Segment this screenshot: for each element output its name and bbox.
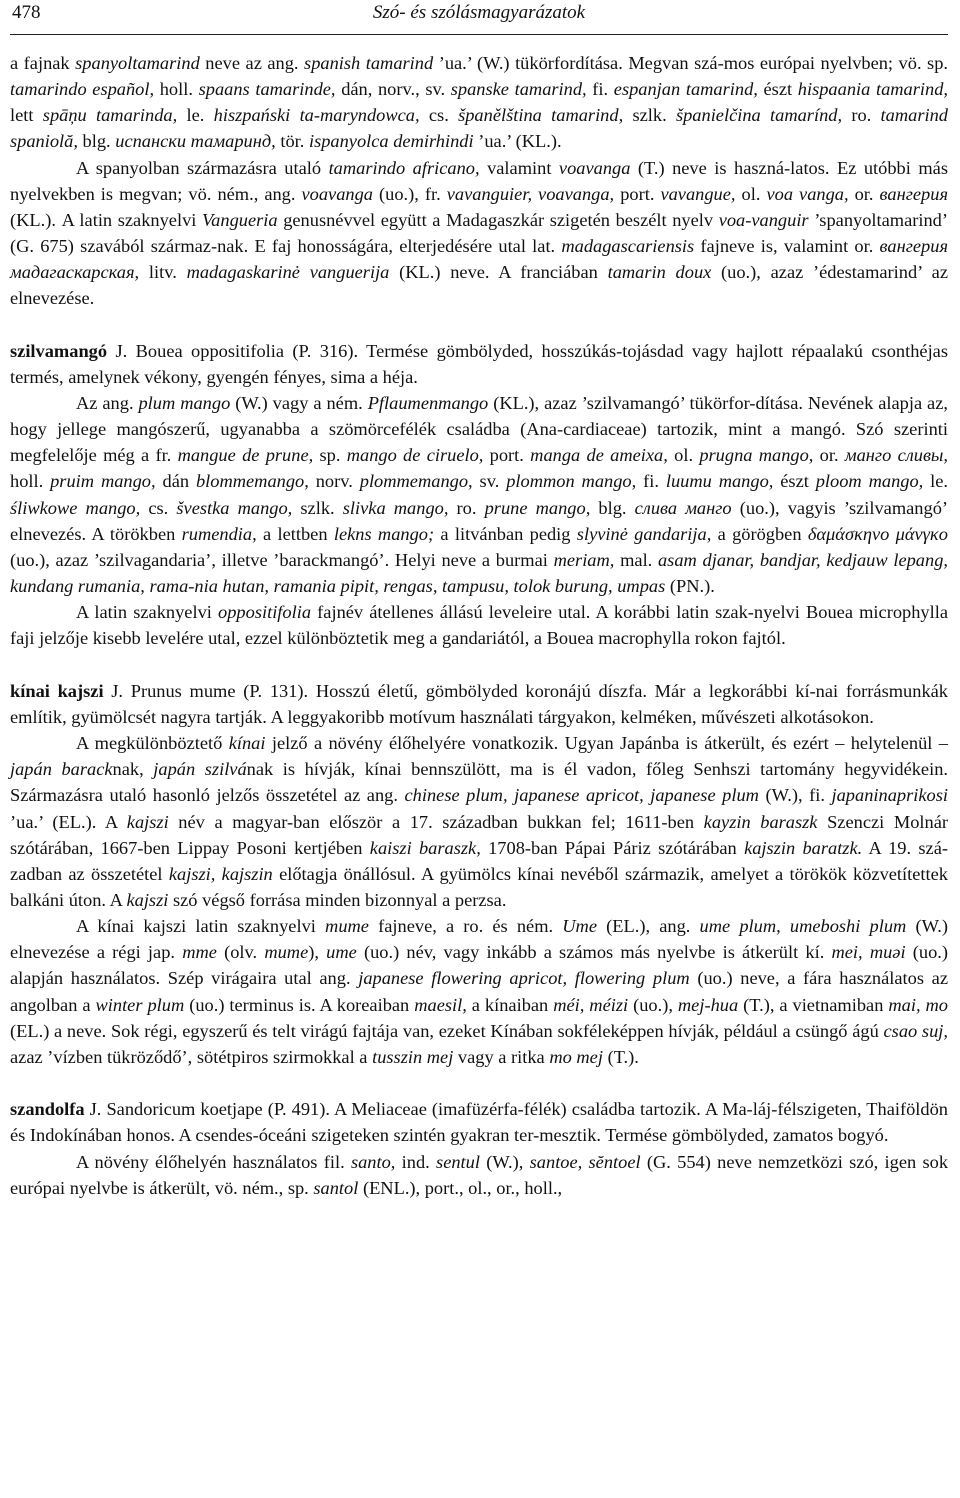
text-run: (ENL.), port., ol., or., holl.,: [358, 1177, 563, 1198]
text-run: A növény élőhelyén használatos fil.: [76, 1151, 351, 1172]
text-run: (KL.), azaz ’szilvamangó’ tükörfor-dítása. Nevének alapja az, hogy jellege mangószerű, ugyanabba a szömörcefélék családba (Ana-cardiaceae) tartozik, mint a mangó. Szó szerinti megfelelője még a fr.: [10, 393, 948, 466]
headword: kínai kajszi: [10, 680, 104, 701]
entry-separator: [10, 312, 948, 338]
italic-term: kínai: [228, 733, 266, 754]
text-run: tör.: [275, 131, 309, 152]
italic-term: maesil,: [414, 994, 467, 1015]
italic-term: voavanga: [558, 157, 631, 178]
paragraph-p7: [10, 730, 948, 913]
text-run: A spanyolban származásra utaló: [76, 157, 329, 178]
text-run: holl.: [154, 79, 199, 100]
text-run: (uo.), fr.: [373, 183, 447, 204]
text-run: ’ua.’ (KL.).: [473, 131, 562, 152]
text-run: ind.: [395, 1151, 437, 1172]
text-run: (T.) neve is haszná-latos. Ez utóbbi más nyelvekben is megvan; vö. ném., ang.: [10, 157, 948, 204]
italic-term: japanese flowering apricot, flowering plum: [358, 968, 690, 989]
text-run: genusnévvel együtt a Madagaszkár szigetén beszélt nyelv: [277, 209, 719, 230]
italic-term: méi, méizi: [553, 994, 629, 1015]
italic-term: слива манго: [634, 497, 732, 518]
text-run: a görögben: [711, 523, 808, 544]
text-run: (uo.), azaz ’édestamarind’ az elnevezése.: [10, 262, 948, 309]
text-run: le.: [177, 105, 214, 126]
italic-term: oppositifolia: [218, 602, 312, 623]
text-run: holl.: [10, 471, 51, 492]
headword: szilvamangó: [10, 340, 108, 361]
italic-term: kajszi: [126, 811, 169, 832]
italic-term: španielčina tamarínd,: [675, 105, 843, 126]
text-run: nak is hívják, kínai bennszülött, ma is él vadon, főleg Senhszi tartomány hegyvidékein. Származásra utaló hasonló jelzős összetétel az ang.: [10, 759, 948, 806]
text-run: (uo.),: [628, 994, 678, 1015]
italic-term: kajszin baratzk.: [744, 837, 863, 858]
page-header: [12, 2, 946, 32]
text-run: (W.) elnevezése a régi jap.: [10, 916, 948, 963]
italic-term: ume: [326, 942, 357, 963]
text-run: dán, norv., sv.: [335, 79, 451, 100]
italic-term: mume: [264, 942, 309, 963]
paragraph-p9: [10, 1096, 948, 1148]
italic-term: spanyoltamarind: [75, 53, 200, 73]
text-run: ol.: [667, 445, 700, 466]
italic-term: sentul: [436, 1151, 480, 1172]
italic-term: chinese plum, japanese apricot, japanese plum: [404, 785, 759, 806]
text-run: blg.: [77, 131, 116, 152]
italic-term: prugna mango,: [699, 445, 814, 466]
text-run: (uo.) terminus is. A koreaiban: [184, 994, 415, 1015]
text-run: a lettben: [256, 523, 334, 544]
italic-term: slivka mango,: [342, 497, 449, 518]
italic-term: asam djanar, bandjar, kedjauw lepang, kundang rumania, rama-nia hutan, ramania pipit, rengas, tampusu, tolok burung, umpas: [10, 549, 948, 597]
text-run: (KL.). A latin szaknyelvi: [10, 209, 202, 230]
text-run: litv.: [139, 262, 187, 283]
paragraph-p10: [10, 1149, 948, 1201]
text-run: A megkülönböztető: [76, 733, 229, 754]
text-run: (T.).: [602, 1046, 639, 1067]
italic-term: mume: [325, 916, 369, 937]
text-run: (uo.) neve, a fára használatos az angolban a: [10, 968, 948, 1015]
italic-term: mai, mo: [888, 994, 948, 1015]
text-run: név a magyar-ban először a 17. században bukkan fel; 1611-ben: [168, 811, 704, 832]
entry-separator: [10, 652, 948, 678]
text-run: ’ua.’ (W.) tükörfordítása. Megvan szá-mos európai nyelvben; vö. sp.: [433, 53, 948, 73]
text-run: (uo.) név, vagy inkább a számos más nyelvbe is átkerült kí.: [356, 942, 832, 963]
text-run: dán: [155, 471, 196, 492]
text-run: (EL.), ang.: [597, 916, 700, 937]
italic-term: španělština tamarind,: [458, 105, 624, 126]
text-run: lett: [10, 105, 43, 126]
italic-term: spanish tamarind: [304, 53, 434, 73]
text-run: (W.) vagy a ném.: [230, 393, 368, 414]
italic-term: tamarindo español,: [10, 79, 155, 100]
text-run: szlk.: [292, 497, 343, 518]
italic-term: plommemango,: [359, 471, 473, 492]
italic-term: slyvinė gandarija,: [576, 523, 712, 544]
entry-separator: [10, 1070, 948, 1096]
text-run: (T.), a vietnamiban: [738, 994, 889, 1015]
text-run: A kínai kajszi latin szaknyelvi: [76, 916, 326, 937]
italic-term: voa vanga,: [766, 183, 849, 204]
text-run: fajneve, a ro. és ném.: [368, 916, 563, 937]
text-run: szlk.: [623, 105, 676, 126]
text-run: ro.: [448, 497, 485, 518]
text-run: le.: [923, 471, 949, 492]
italic-term: tamarin doux: [607, 262, 712, 283]
italic-term: plommon mango,: [506, 471, 637, 492]
text-run: a fajnak: [10, 53, 76, 73]
text-run: (KL.) neve. A franciában: [389, 262, 608, 283]
italic-term: vavangue,: [660, 183, 736, 204]
text-run: (uo.) alapján használatos. Szép virágaira utal ang.: [10, 942, 948, 989]
italic-term: mei, muəi: [831, 942, 906, 963]
italic-term: tamarindo africano,: [328, 157, 480, 178]
italic-term: spanske tamarind,: [450, 79, 587, 100]
text-run: cs.: [140, 497, 177, 518]
italic-term: meriam,: [553, 549, 615, 570]
running-title: Szó- és szólásmagyarázatok: [372, 2, 586, 23]
text-run: J. Bouea oppositifolia (P. 316). Termése gömbölyded, hosszúkás-tojásdad vagy hajlott répaalakú csonthéjas termés, amelynek vékony, gyengén fényes, sima a héja.: [10, 340, 948, 387]
text-run: vagy a ritka: [453, 1046, 550, 1067]
text-run: fajnév átellenes állású leveleire utal. A korábbi latin szak-nyelvi Bouea microphylla faji jelzője kisebb levelére utal, ezzel különböztetik meg a gandariától, a Bouea macrophylla rokon fajtól.: [10, 602, 948, 649]
italic-term: plum mango: [138, 393, 231, 414]
paragraph-p5: [10, 599, 948, 651]
italic-term: tusszin mej: [372, 1046, 454, 1067]
text-run: észt: [773, 471, 816, 492]
text-run: A 19. szá-zadban az összetétel: [10, 837, 948, 884]
text-run: or.: [813, 445, 845, 466]
text-run: ’ua.’ (EL.). A: [10, 811, 127, 832]
page-number: 478: [12, 2, 41, 23]
header-rule: [10, 34, 948, 35]
italic-term: blommemango,: [195, 471, 309, 492]
italic-term: pruim mango,: [50, 471, 156, 492]
text-run: sv.: [472, 471, 507, 492]
italic-term: hispaania tamarind,: [797, 79, 948, 100]
text-run: (W.),: [479, 1151, 530, 1172]
text-run: Az ang.: [76, 393, 139, 414]
paragraph-p6: [10, 678, 948, 730]
italic-term: mej-hua: [677, 994, 739, 1015]
italic-term: japán barack: [10, 759, 113, 780]
text-run: Szenczi Molnár szótárában, 1667-ben Lippay Posoni kertjében: [10, 811, 948, 858]
text-run: a litvánban pedig: [434, 523, 577, 544]
text-run: fi.: [636, 471, 666, 492]
italic-term: kajszi: [126, 889, 169, 910]
text-run: jelző a növény élőhelyére vonatkozik. Ugyan Japánba is átkerült, és ezért – helytelenül –: [265, 733, 948, 754]
text-run: nak,: [112, 759, 154, 780]
text-run: cs.: [419, 105, 459, 126]
italic-term: вангерия мадагаскарская,: [10, 236, 948, 283]
italic-term: mangue de prune,: [177, 445, 314, 466]
body-text: [10, 50, 948, 1201]
italic-term: lekns mango;: [333, 523, 435, 544]
italic-term: prune mango,: [484, 497, 591, 518]
headword: szandolfa: [10, 1099, 85, 1120]
italic-term: ume plum, umeboshi plum: [699, 916, 907, 937]
text-run: a kínaiban: [466, 994, 554, 1015]
italic-term: csao suj,: [883, 1020, 948, 1041]
paragraph-p8: [10, 913, 948, 1070]
text-run: (G. 554) neve nemzetközi szó, igen sok európai nyelvbe is átkerült, vö. ném., sp.: [10, 1151, 949, 1198]
italic-term: winter plum: [95, 994, 185, 1015]
italic-term: espanjan tamarind,: [613, 79, 758, 100]
text-run: fajneve is, valamint or.: [694, 236, 880, 257]
paragraph-p3: [10, 338, 948, 390]
italic-term: mme: [182, 942, 217, 963]
italic-term: rumendia,: [181, 523, 257, 544]
text-run: előtagja önállósul. A gyümölcs kínai nevéből származik, amelyet a törökök közvetítettek balkáni úton. A: [10, 863, 948, 910]
italic-term: śliwkowe mango,: [10, 497, 141, 518]
italic-term: luumu mango,: [665, 471, 774, 492]
italic-term: spāņu tamarinda,: [42, 105, 178, 126]
paragraph-p1: [10, 50, 948, 155]
text-run: (uo.), azaz ’szilvagandaria’, illetve ’barackmangó’. Helyi neve a burmai: [10, 549, 554, 570]
italic-term: ispanyolca demirhindi: [308, 131, 474, 152]
text-run: (uo.), vagyis ’szilvamangó’ elnevezés. A törökben: [10, 497, 949, 544]
text-run: ),: [308, 942, 327, 963]
italic-term: Pflaumenmango: [367, 393, 489, 414]
text-run: sp.: [313, 445, 347, 466]
text-run: or.: [848, 183, 880, 204]
italic-term: madagaskarinė vanguerija: [186, 262, 390, 283]
paragraph-p2: [10, 155, 948, 312]
text-run: ’spanyoltamarind’ (G. 675) szavából származ-nak. E faj honosságára, elterjedésére utal lat.: [10, 209, 949, 257]
italic-term: Ume: [562, 916, 598, 937]
italic-term: spaans tamarinde,: [198, 79, 336, 100]
text-run: 1708-ban Pápai Páriz szótárában: [480, 837, 745, 858]
italic-term: δαμάσκηνο μάνγκο: [807, 523, 948, 544]
text-run: J. Prunus mume (P. 131). Hosszú életű, gömbölyded koronájú díszfa. Már a legkorábbi kí-nai forrásmunkák említik, gyümölcsét nagyra tartják. A leggyakoribb motívum használati tárgyakon, kelméken, művészeti alkotásokon.: [10, 680, 948, 727]
italic-term: вангерия: [879, 183, 948, 204]
italic-term: voa-vanguir: [718, 209, 809, 230]
italic-term: mo mej: [549, 1046, 603, 1067]
italic-term: santol: [313, 1177, 359, 1198]
italic-term: kajszi, kajszin: [168, 863, 273, 884]
text-run: A latin szaknyelvi: [76, 602, 219, 623]
text-run: port.: [614, 183, 661, 204]
text-run: ol.: [735, 183, 767, 204]
text-run: azaz ’vízben tükröződő’, sötétpiros szirmokkal a: [10, 1046, 373, 1067]
italic-term: манго сливы,: [844, 445, 948, 466]
italic-term: japaninaprikosi: [831, 785, 948, 806]
italic-term: Vangueria: [201, 209, 278, 230]
text-run: észt: [757, 79, 798, 100]
text-run: mal.: [614, 549, 658, 570]
italic-term: santoe, sĕntoel: [529, 1151, 641, 1172]
text-run: neve az ang.: [199, 53, 305, 73]
text-run: (EL.) a neve. Sok régi, egyszerű és telt virágú fajtája van, ezeket Kínában sokféleképpen hívják, például a csüngő ágú: [10, 1020, 884, 1041]
text-run: fi.: [586, 79, 614, 100]
italic-term: voavanga: [301, 183, 373, 204]
italic-term: santo,: [350, 1151, 396, 1172]
text-run: ro.: [842, 105, 881, 126]
italic-term: švestka mango,: [176, 497, 293, 518]
italic-term: kayzin baraszk: [703, 811, 818, 832]
italic-term: hiszpański ta-maryndowca,: [213, 105, 420, 126]
text-run: valamint: [479, 157, 559, 178]
text-run: (olv.: [216, 942, 265, 963]
italic-term: испански тамаринд,: [115, 131, 276, 152]
text-run: port.: [483, 445, 531, 466]
italic-term: japán szilvá: [153, 759, 247, 780]
italic-term: tamarind spaniolă,: [10, 105, 948, 152]
text-run: szó végső forrása minden bizonnyal a perzsa.: [168, 889, 507, 910]
italic-term: manga de ameixa,: [530, 445, 668, 466]
italic-term: vavanguier, voavanga,: [446, 183, 615, 204]
italic-term: mango de ciruelo,: [346, 445, 484, 466]
italic-term: madagascariensis: [561, 236, 695, 257]
italic-term: kaiszi baraszk,: [369, 837, 481, 858]
text-run: (PN.).: [665, 576, 715, 597]
text-run: norv.: [308, 471, 360, 492]
italic-term: ploom mango,: [815, 471, 924, 492]
paragraph-p4: [10, 390, 948, 599]
text-run: blg.: [590, 497, 635, 518]
text-run: J. Sandoricum koetjape (P. 491). A Meliaceae (imafüzérfa-félék) családba tartozik. A Ma-láj-félszigeten, Thaiföldön és Indokínában honos. A csendes-óceáni szigeteken szintén gyakran ter-mesztik. Termése gömbölyded, zamatos bogyó.: [10, 1099, 948, 1146]
text-run: (W.), fi.: [758, 785, 832, 806]
